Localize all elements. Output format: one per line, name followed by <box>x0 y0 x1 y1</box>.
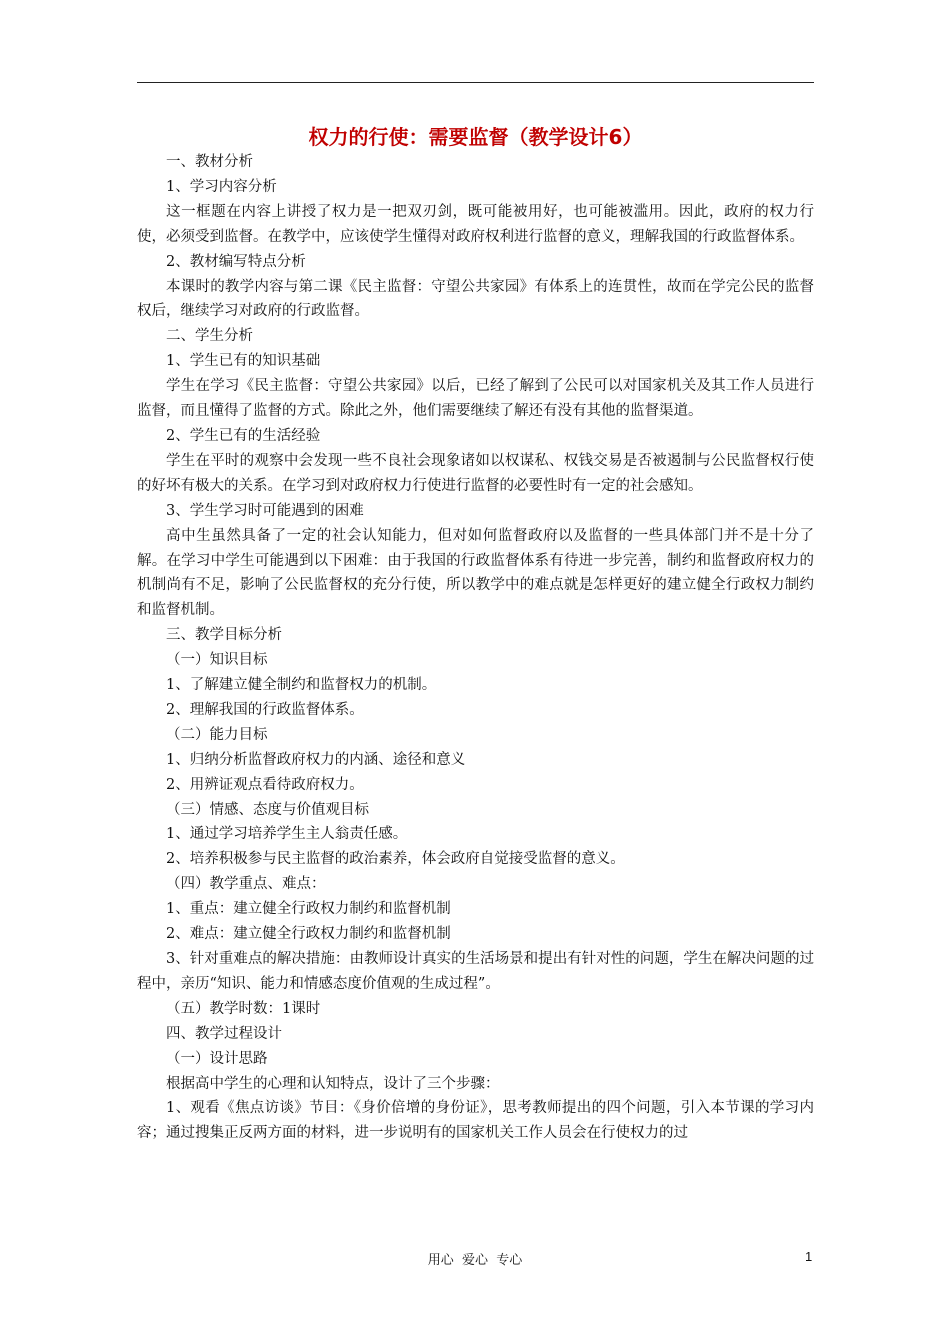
paragraph: 1、归纳分析监督政府权力的内涵、途径和意义 <box>166 751 466 768</box>
paragraph: 2、学生已有的生活经验 <box>166 427 321 444</box>
paragraph: 本课时的教学内容与第二课《民主监督：守望公共家园》有体系上的连贯性，故而在学完公民的监督权后，继续学习对政府的行政监督。 <box>137 278 814 320</box>
paragraph: （四）教学重点、难点： <box>166 876 326 893</box>
paragraph: 1、学习内容分析 <box>166 178 277 195</box>
paragraph: （三）情感、态度与价值观目标 <box>166 801 369 818</box>
paragraph: 1、观看《焦点访谈》节目：《身价倍增的身份证》，思考教师提出的四个问题，引入本节课的学习内容；通过搜集正反两方面的材料，进一步说明有的国家机关工作人员会在行使权力的过 <box>137 1100 814 1142</box>
paragraph: 这一框题在内容上讲授了权力是一把双刃剑，既可能被用好，也可能被滥用。因此，政府的权力行使，必须受到监督。在教学中，应该使学生懂得对政府权利进行监督的意义，理解我国的行政监督体系。 <box>137 203 814 245</box>
footer-motto: 用心 爱心 专心 <box>427 1253 523 1268</box>
paragraph: 1、了解建立健全制约和监督权力的机制。 <box>166 677 437 694</box>
paragraph: 2、教材编写特点分析 <box>166 253 306 270</box>
paragraph: 3、针对重难点的解决措施：由教师设计真实的生活场景和提出有针对性的问题，学生在解决问题的过程中，亲历“知识、能力和情感态度价值观的生成过程”。 <box>137 951 814 992</box>
paragraph: （一）知识目标 <box>166 652 268 669</box>
paragraph: 高中生虽然具备了一定的社会认知能力，但对如何监督政府以及监督的一些具体部门并不是十分了解。在学习中学生可能遇到以下困难：由于我国的行政监督体系有待进一步完善，制约和监督政府权力的机制尚有不足，影响了公民监督权的充分行使，所以教学中的难点就是怎样更好的建立健全行政权力制约和监督机制。 <box>137 527 814 619</box>
paragraph: 一、教材分析 <box>166 154 253 170</box>
paragraph: 学生在学习《民主监督：守望公共家园》以后，已经了解到了公民可以对国家机关及其工作人员进行监督，而且懂得了监督的方式。除此之外，他们需要继续了解还有没有其他的监督渠道。 <box>137 378 814 420</box>
paragraph: （二）能力目标 <box>166 726 268 743</box>
paragraph: （五）教学时数：1课时 <box>166 1000 321 1017</box>
paragraph: 三、教学目标分析 <box>166 627 282 644</box>
paragraph: 3、学生学习时可能遇到的困难 <box>166 502 364 519</box>
page-footer <box>0 1249 950 1269</box>
paragraph: 二、学生分析 <box>166 328 253 345</box>
document-body <box>137 150 814 1146</box>
page-number: 1 <box>805 1249 813 1264</box>
paragraph: 1、通过学习培养学生主人翁责任感。 <box>166 826 408 843</box>
paragraph: 2、理解我国的行政监督体系。 <box>166 701 364 718</box>
paragraph: 1、学生已有的知识基础 <box>166 353 321 370</box>
paragraph: 根据高中学生的心理和认知特点，设计了三个步骤： <box>166 1075 500 1092</box>
paragraph: （一）设计思路 <box>166 1050 268 1067</box>
paragraph: 2、难点：建立健全行政权力制约和监督机制 <box>166 926 451 943</box>
paragraph: 四、教学过程设计 <box>166 1025 282 1042</box>
paragraph: 1、重点：建立健全行政权力制约和监督机制 <box>166 901 451 918</box>
paragraph: 学生在平时的观察中会发现一些不良社会现象诸如以权谋私、权钱交易是否被遏制与公民监督权行使的好坏有极大的关系。在学习到对政府权力行使进行监督的必要性时有一定的社会感知。 <box>137 452 814 494</box>
document-title: 权力的行使：需要监督（教学设计6） <box>308 125 643 149</box>
paragraph: 2、培养积极参与民主监督的政治素养，体会政府自觉接受监督的意义。 <box>166 851 625 868</box>
header-rule <box>137 82 814 83</box>
paragraph: 2、用辨证观点看待政府权力。 <box>166 776 364 793</box>
